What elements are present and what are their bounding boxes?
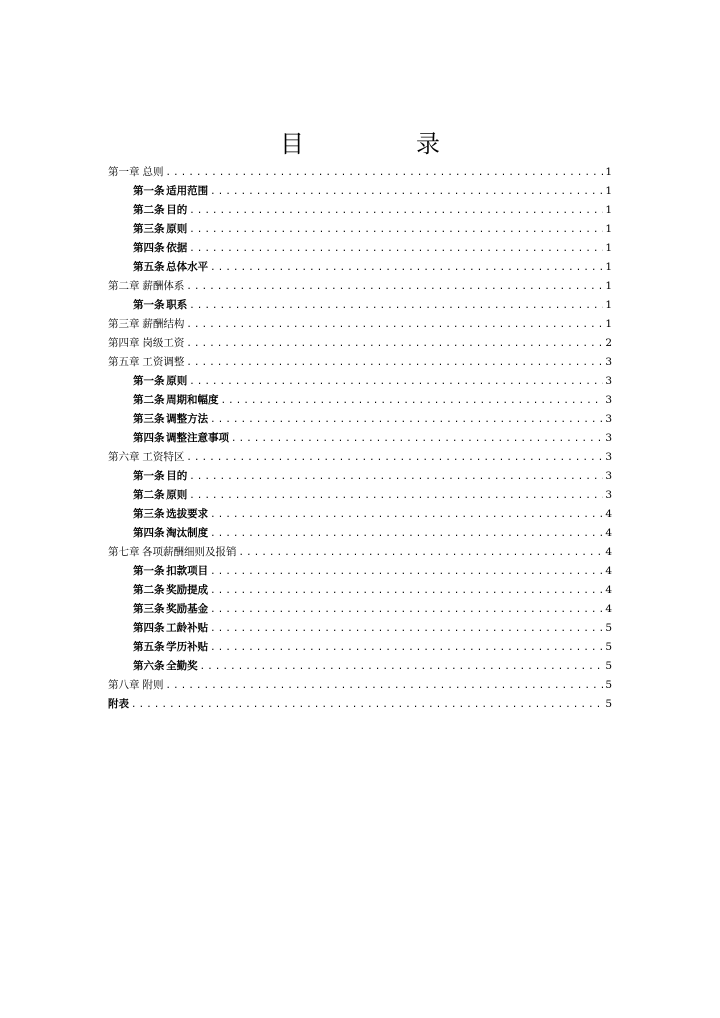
entry-title: 淘汰制度 [166, 527, 209, 539]
page-number: 1 [605, 204, 612, 216]
entry-number: 第二条 [133, 489, 165, 501]
entry-title: 调整注意事项 [166, 432, 230, 444]
dot-leader [186, 278, 603, 297]
dot-leader [231, 430, 603, 449]
toc-entry-article[interactable] [108, 486, 612, 505]
dot-leader [189, 297, 603, 316]
entry-number: 第一章 [108, 166, 140, 178]
entry-title: 原则 [166, 223, 188, 235]
entry-title: 选拔要求 [166, 508, 209, 520]
toc-entry-chapter-3[interactable] [108, 315, 612, 334]
toc-entry-article[interactable] [108, 619, 612, 638]
entry-title: 附则 [142, 679, 164, 691]
entry-title: 目的 [166, 470, 188, 482]
dot-leader [189, 373, 603, 392]
dot-leader [210, 582, 603, 601]
entry-number: 第四章 [108, 337, 140, 349]
entry-title: 工资特区 [142, 451, 185, 463]
toc-entry-article[interactable] [108, 562, 612, 581]
entry-title: 周期和幅度 [166, 394, 219, 406]
toc-entry-article[interactable] [108, 638, 612, 657]
dot-leader [200, 658, 604, 677]
dot-leader [186, 335, 603, 354]
dot-leader [189, 468, 603, 487]
entry-number: 第四条 [133, 432, 165, 444]
entry-number: 第四条 [133, 242, 165, 254]
toc-entry-article[interactable] [108, 372, 612, 391]
entry-title: 工资调整 [142, 356, 185, 368]
toc-entry-article[interactable] [108, 182, 612, 201]
toc-entry-chapter-5[interactable] [108, 353, 612, 372]
toc-entry-article[interactable] [108, 657, 612, 676]
page-number: 5 [605, 698, 612, 710]
toc-title: 目 录 [280, 130, 484, 158]
page-number: 3 [605, 451, 612, 463]
dot-leader [189, 221, 603, 240]
toc-entry-article[interactable] [108, 258, 612, 277]
dot-leader [186, 316, 603, 335]
dot-leader [239, 544, 604, 563]
page-number: 1 [605, 185, 612, 197]
entry-number: 第三条 [133, 603, 165, 615]
entry-number: 第二条 [133, 584, 165, 596]
entry-number: 第一条 [133, 470, 165, 482]
entry-number: 第七章 [108, 546, 140, 558]
page-number: 3 [605, 394, 612, 406]
dot-leader [186, 354, 603, 373]
page-number: 5 [605, 660, 612, 672]
dot-leader [210, 259, 603, 278]
toc-entry-chapter-6[interactable] [108, 448, 612, 467]
page-number: 4 [605, 603, 612, 615]
entry-title: 原则 [166, 375, 188, 387]
toc-entry-article[interactable] [108, 220, 612, 239]
page-number: 4 [605, 565, 612, 577]
dot-leader [210, 411, 603, 430]
page-number: 4 [605, 546, 612, 558]
toc-entry-chapter-7[interactable] [108, 543, 612, 562]
entry-title: 总体水平 [166, 261, 209, 273]
toc-entry-appendix[interactable] [108, 695, 612, 714]
page-number: 3 [605, 432, 612, 444]
entry-number: 第五章 [108, 356, 140, 368]
entry-number: 第一条 [133, 185, 165, 197]
entry-title: 总则 [142, 166, 164, 178]
entry-title: 原则 [166, 489, 188, 501]
dot-leader [166, 164, 604, 183]
dot-leader [131, 696, 603, 715]
entry-title: 学历补贴 [166, 641, 209, 653]
entry-title: 附表 [108, 698, 129, 710]
toc-entry-article[interactable] [108, 410, 612, 429]
toc-entry-article[interactable] [108, 581, 612, 600]
dot-leader [189, 240, 603, 259]
dot-leader [210, 506, 603, 525]
dot-leader [221, 392, 604, 411]
table-of-contents [108, 163, 612, 714]
entry-title: 依据 [166, 242, 188, 254]
toc-entry-chapter-2[interactable] [108, 277, 612, 296]
dot-leader [210, 639, 603, 658]
page-number: 3 [605, 375, 612, 387]
page-number: 3 [605, 489, 612, 501]
toc-entry-chapter-1[interactable] [108, 163, 612, 182]
page-number: 3 [605, 356, 612, 368]
page-number: 1 [605, 261, 612, 273]
entry-number: 第三条 [133, 508, 165, 520]
entry-number: 第五条 [133, 261, 165, 273]
dot-leader [166, 677, 604, 696]
page-number: 5 [605, 641, 612, 653]
entry-number: 第一条 [133, 565, 165, 577]
toc-entry-article[interactable] [108, 201, 612, 220]
entry-title: 调整方法 [166, 413, 209, 425]
dot-leader [186, 449, 603, 468]
entry-title: 薪酬体系 [142, 280, 185, 292]
page-number: 5 [605, 622, 612, 634]
page-number: 1 [605, 318, 612, 330]
toc-entry-article[interactable] [108, 467, 612, 486]
entry-title: 薪酬结构 [142, 318, 185, 330]
entry-title: 岗级工资 [142, 337, 185, 349]
toc-entry-article[interactable] [108, 600, 612, 619]
entry-number: 第五条 [133, 641, 165, 653]
page-number: 1 [605, 223, 612, 235]
entry-number: 第三章 [108, 318, 140, 330]
entry-number: 第一条 [133, 375, 165, 387]
page-number: 4 [605, 527, 612, 539]
entry-number: 第八章 [108, 679, 140, 691]
page-number: 4 [605, 584, 612, 596]
entry-number: 第二条 [133, 204, 165, 216]
entry-number: 第四条 [133, 527, 165, 539]
entry-title: 工龄补贴 [166, 622, 209, 634]
page-number: 1 [605, 280, 612, 292]
entry-title: 各项薪酬细则及报销 [142, 546, 237, 558]
dot-leader [210, 601, 603, 620]
toc-entry-article[interactable] [108, 296, 612, 315]
dot-leader [210, 620, 603, 639]
entry-number: 第二章 [108, 280, 140, 292]
entry-number: 第六条 [133, 660, 165, 672]
toc-entry-article[interactable] [108, 524, 612, 543]
page-number: 3 [605, 413, 612, 425]
entry-title: 适用范围 [166, 185, 209, 197]
entry-title: 职系 [166, 299, 188, 311]
toc-entry-article[interactable] [108, 505, 612, 524]
toc-entry-article[interactable] [108, 239, 612, 258]
entry-title: 扣款项目 [166, 565, 209, 577]
dot-leader [210, 563, 603, 582]
toc-entry-article[interactable] [108, 429, 612, 448]
entry-number: 第三条 [133, 413, 165, 425]
toc-entry-chapter-8[interactable] [108, 676, 612, 695]
dot-leader [210, 525, 603, 544]
dot-leader [210, 183, 603, 202]
page-number: 2 [605, 337, 612, 349]
entry-number: 第六章 [108, 451, 140, 463]
toc-entry-article[interactable] [108, 391, 612, 410]
toc-entry-chapter-4[interactable] [108, 334, 612, 353]
page-number: 3 [605, 470, 612, 482]
entry-number: 第三条 [133, 223, 165, 235]
entry-title: 奖励基金 [166, 603, 209, 615]
page-number: 1 [605, 166, 612, 178]
dot-leader [189, 202, 603, 221]
page-number: 1 [605, 299, 612, 311]
entry-title: 全勤奖 [166, 660, 198, 672]
page-number: 1 [605, 242, 612, 254]
entry-number: 第一条 [133, 299, 165, 311]
entry-number: 第四条 [133, 622, 165, 634]
dot-leader [189, 487, 603, 506]
entry-title: 目的 [166, 204, 188, 216]
page-number: 5 [605, 679, 612, 691]
entry-number: 第二条 [133, 394, 165, 406]
entry-title: 奖励提成 [166, 584, 209, 596]
page-number: 4 [605, 508, 612, 520]
